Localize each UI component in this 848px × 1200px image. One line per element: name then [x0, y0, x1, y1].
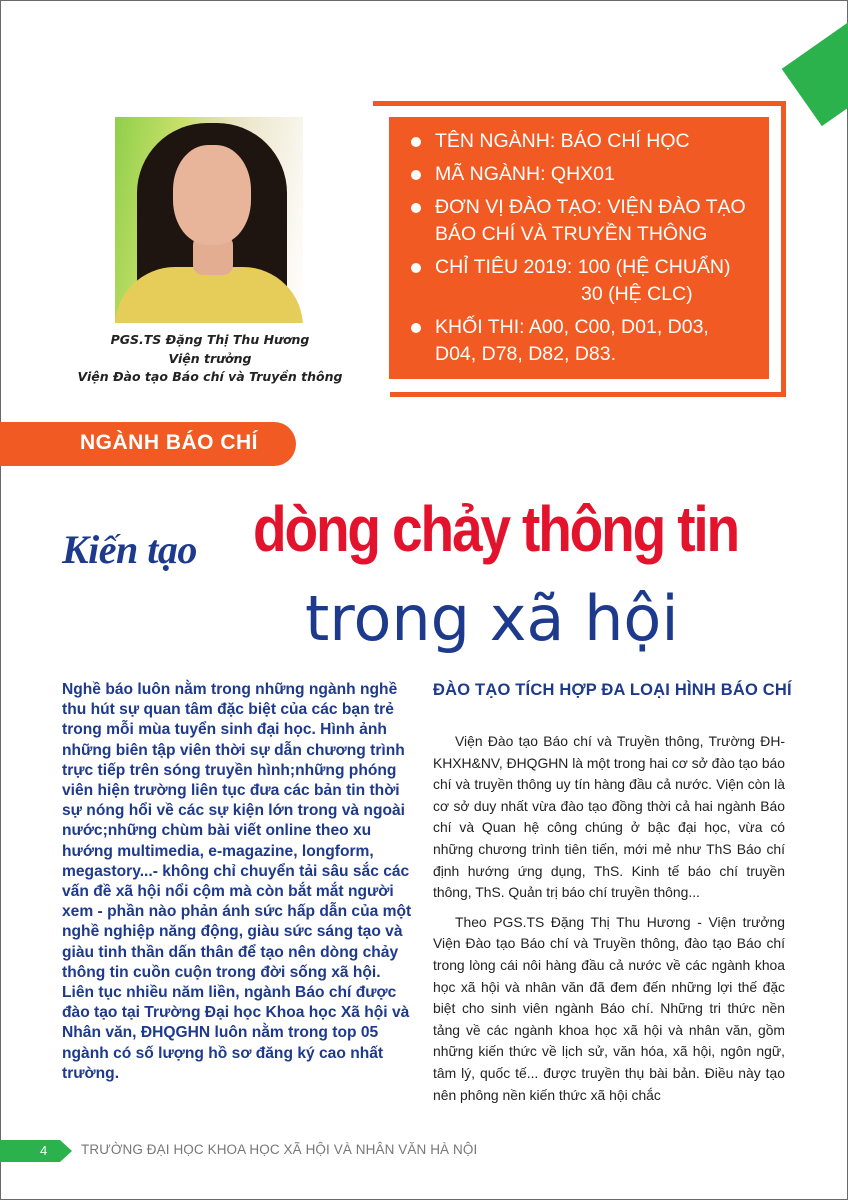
footer-bar [0, 1140, 60, 1162]
info-frame-right [781, 101, 786, 397]
info-item-exam-blocks: KHỐI THI: A00, C00, D01, D03, D04, D78, D82, D83. [407, 314, 755, 368]
info-quota-clc: 30 (HỆ CLC) [581, 283, 693, 305]
info-frame-bottom [390, 392, 786, 397]
caption-name: PGS.TS Đặng Thị Thu Hương [110, 332, 310, 347]
caption-role: Viện trưởng [168, 350, 252, 366]
headline-part1: Kiến tạo [62, 527, 197, 572]
caption-org: Viện Đào tạo Báo chí và Truyền thông [77, 369, 343, 384]
page-number: 4 [40, 1143, 48, 1158]
info-item-major-code: MÃ NGÀNH: QHX01 [407, 161, 765, 188]
info-frame-top [373, 101, 786, 106]
lead-paragraph: Nghề báo luôn nằm trong những ngành nghề thu hút sự quan tâm đặc biệt của các bạn trẻ trong mỗi mùa tuyển sinh đại học. Hình ảnh những biên tập viên thời sự dẫn chương trình trực tiếp trên sóng truyền hình;những phóng viên hiện trường liên tục đưa các bản tin thời sự nóng hổi về các sự kiện lớn trong và ngoài nước;những chùm bài viết online theo xu hướng multimedia, e-magazine, longform, megastory...- không chỉ chuyển tải sâu sắc các vấn đề xã hội nổi cộm mà còn bắt mắt người xem - phần nào phản ánh sức hấp dẫn của một nghề nghiệp năng động, giàu sức sáng tạo và giàu tinh thần dấn thân để tạo nên dòng chảy thông tin cuồn cuộn trong đời sống xã hội. Liên tục nhiều năm liền, ngành Báo chí được đào tạo tại Trường Đại học Khoa học Xã hội và Nhân văn, ĐHQGHN luôn nằm trong top 05 ngành có số lượng hồ sơ đăng ký cao nhất trường. [62, 681, 412, 1082]
article-heading: ĐÀO TẠO TÍCH HỢP ĐA LOẠI HÌNH BÁO CHÍ [433, 681, 792, 699]
article-paragraph-2: Theo PGS.TS Đặng Thị Thu Hương - Viện trưởng Viện Đào tạo Báo chí và Truyền thông, đào tạo Báo chí trong lòng cái nôi hàng đầu cả nước về các ngành khoa học xã hội và nhân văn đã đem đến những lợi thế đặc biệt cho sinh viên ngành Báo chí. Những tri thức nền tảng về các ngành khoa học xã hội và nhân văn, gồm những kiến thức về lịch sử, văn hóa, xã hội, ngôn ngữ, tâm lý, quốc tế... được truyền thụ bài bản. Điều này tạo nên phông nền kiến thức xã hội chắc [433, 913, 785, 1103]
section-tab [0, 422, 296, 466]
info-list [407, 128, 765, 374]
footer-school: TRƯỜNG ĐẠI HỌC KHOA HỌC XÃ HỘI VÀ NHÂN VĂN HÀ NỘI [81, 1142, 478, 1157]
photo-caption [60, 331, 360, 387]
info-item-quota: CHỈ TIÊU 2019: 100 (HỆ CHUẨN) 30 (HỆ CLC) [407, 254, 765, 308]
info-item-unit: ĐƠN VỊ ĐÀO TẠO: VIỆN ĐÀO TẠO BÁO CHÍ VÀ TRUYỀN THÔNG [407, 194, 765, 248]
section-tab-label: NGÀNH BÁO CHÍ [80, 431, 258, 454]
article-paragraph-1: Viện Đào tạo Báo chí và Truyền thông, Trường ĐH-KHXH&NV, ĐHQGHN là một trong hai cơ sở đào tạo báo chí và truyền thông uy tín hàng đầu cả nước. Viện còn là cơ sở duy nhất vừa đào tạo đồng thời cả hai ngành Báo chí và Quan hệ công chúng ở bậc đại học, vừa có những chương trình tiên tiến, mới mẻ như ThS Báo chí định hướng ứng dụng, ThS. Kinh tế báo chí truyền thông, ThS. Quản trị báo chí truyền thông... [433, 733, 785, 901]
headline-part3: trong xã hội [305, 582, 679, 655]
article-body [433, 731, 785, 1114]
portrait-photo [115, 117, 303, 323]
headline-part2: dòng chảy thông tin [253, 493, 739, 565]
info-item-major-name: TÊN NGÀNH: BÁO CHÍ HỌC [407, 128, 765, 155]
